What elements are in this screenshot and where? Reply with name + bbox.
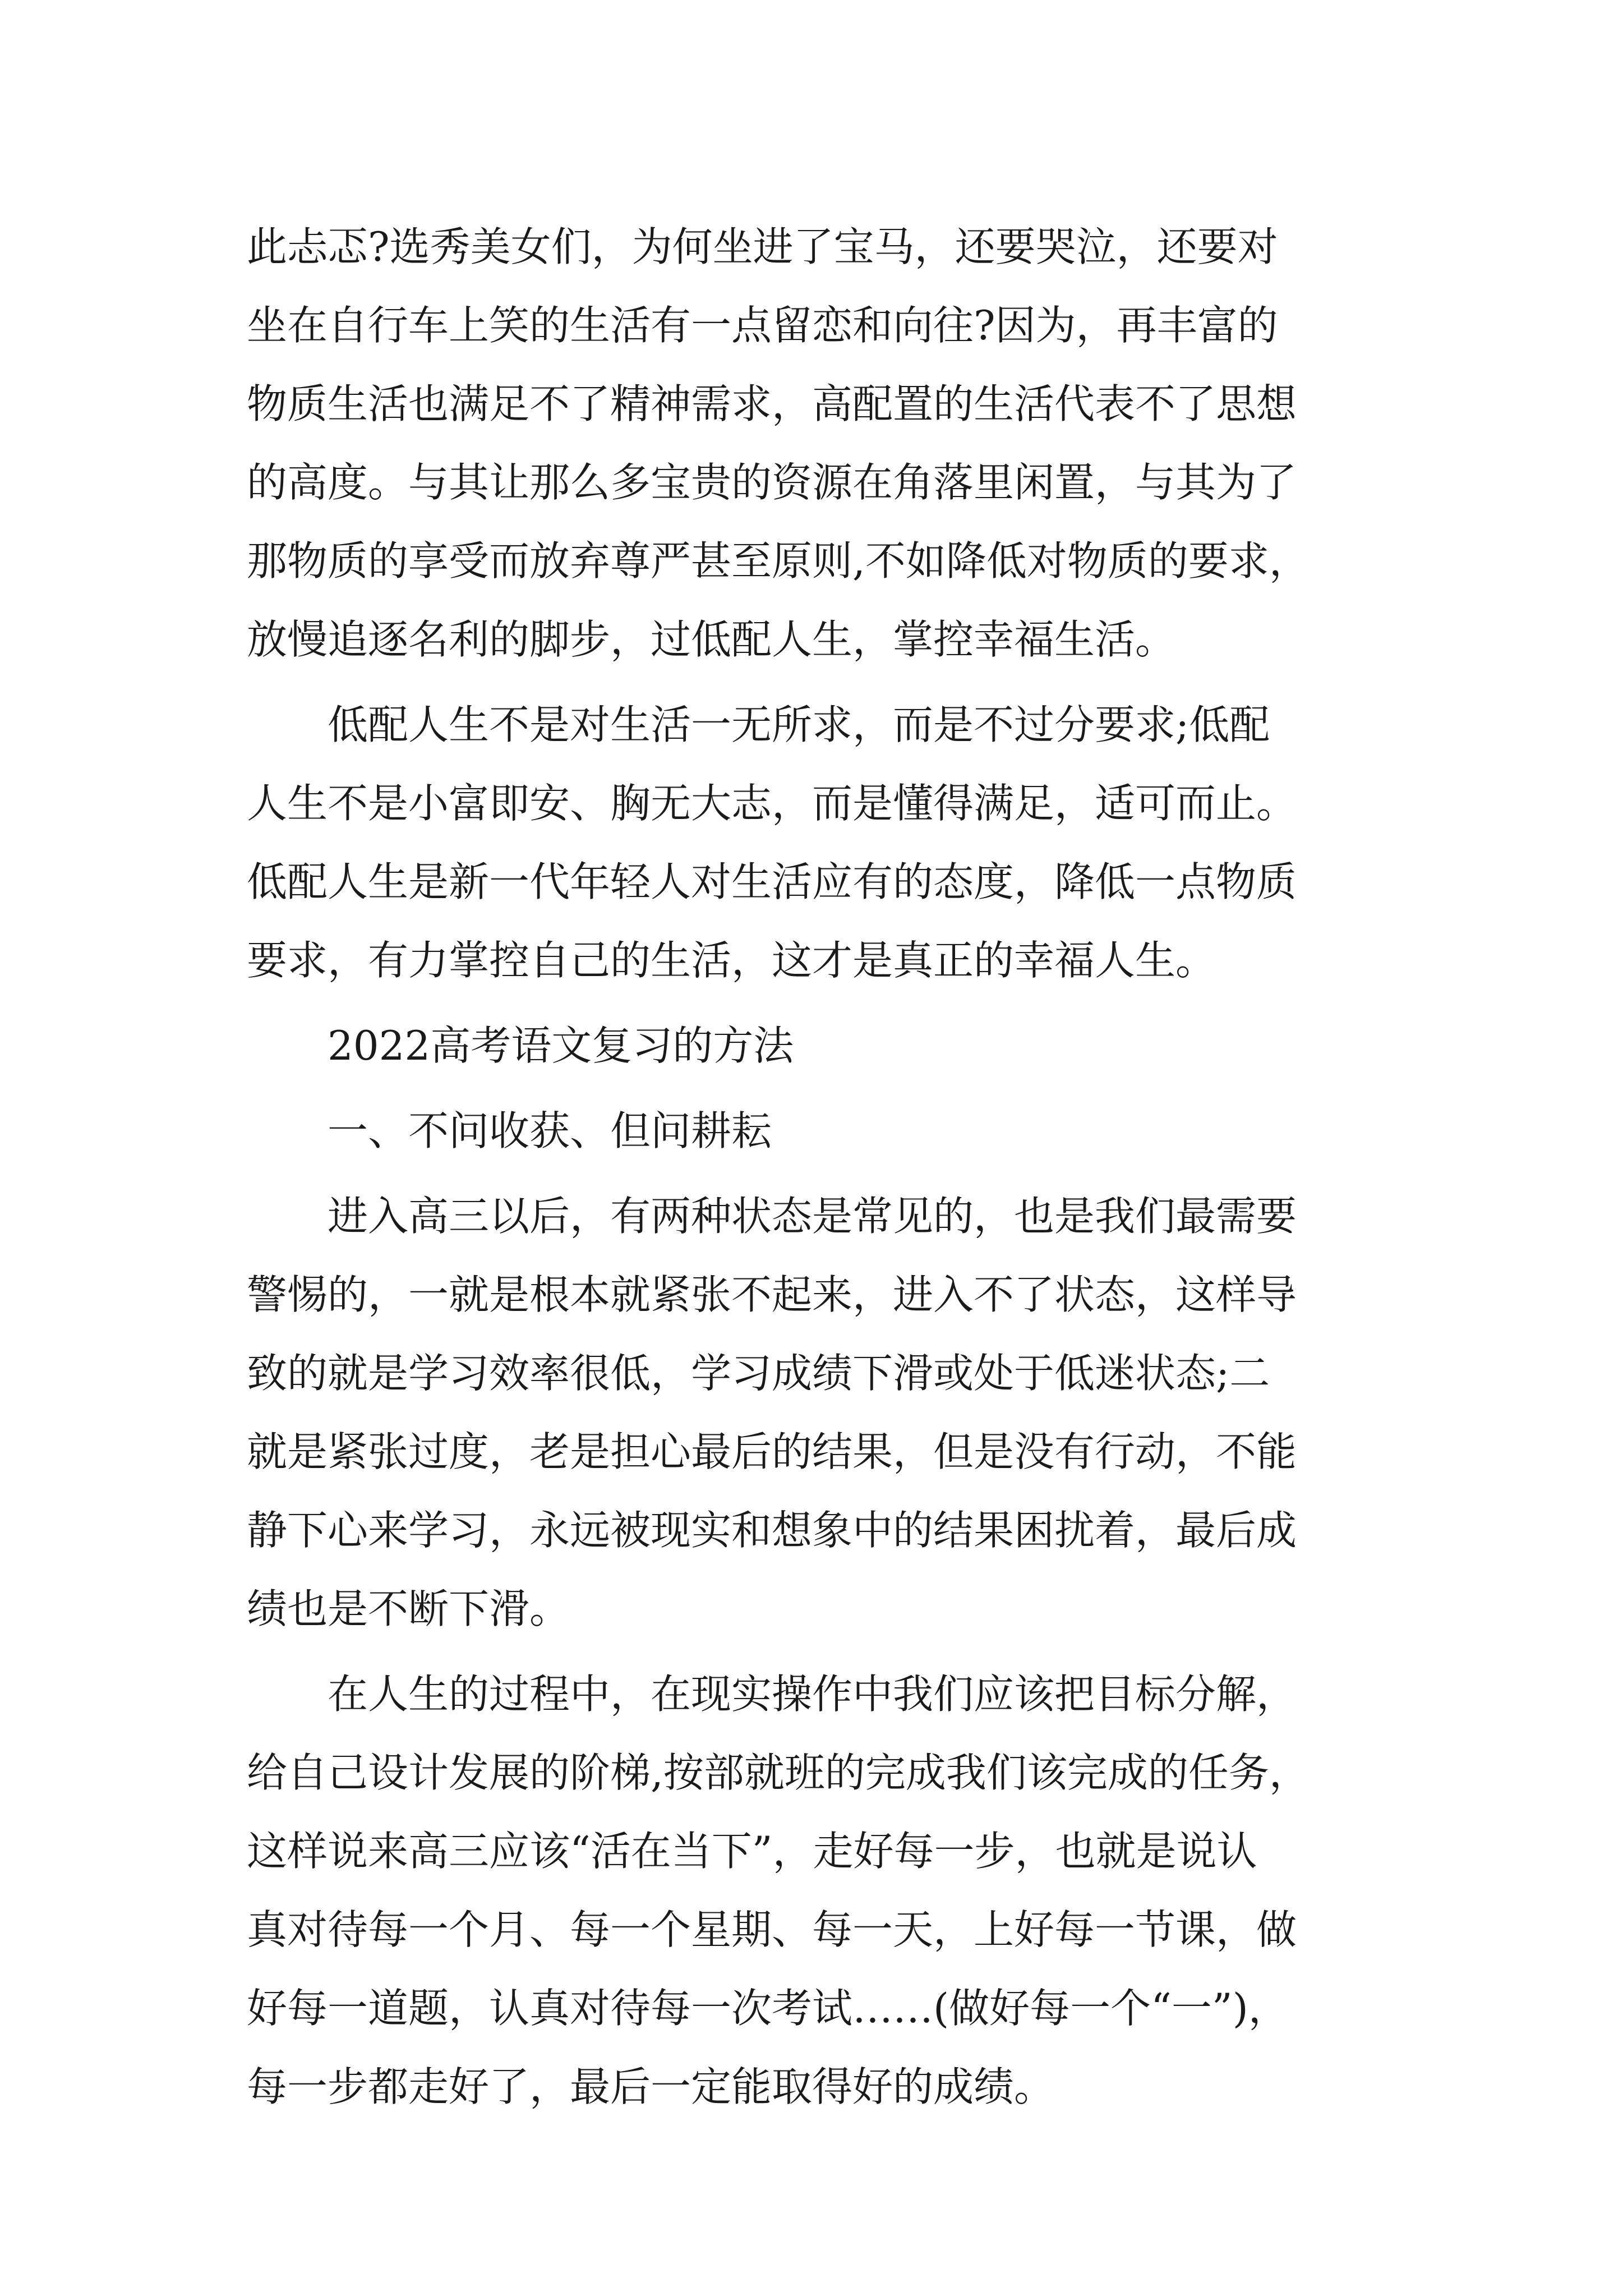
text-line: 的高度。与其让那么多宝贵的资源在角落里闲置，与其为了 [247,459,1297,506]
section-heading-text: 一、不问收获、但问耕耘 [328,1107,772,1154]
text-line: 致的就是学习效率很低，学习成绩下滑或处于低迷状态;二 [247,1350,1270,1397]
text-line: 静下心来学习，永远被现实和想象中的结果困扰着，最后成 [247,1507,1297,1554]
text-line: 低配人生不是对生活一无所求，而是不过分要求;低配 [328,701,1270,748]
paragraph [247,208,1447,679]
text-line: 物质生活也满足不了精神需求，高配置的生活代表不了思想 [247,380,1297,427]
text-line: 绩也是不断下滑。 [247,1585,570,1632]
text-line: 真对待每一个月、每一个星期、每一天，上好每一节课，做 [247,1906,1297,1953]
title-text: 2022高考语文复习的方法 [328,1022,794,1069]
text-line: 坐在自行车上笑的生活有一点留恋和向往?因为，再丰富的 [247,302,1278,349]
text-line: 人生不是小富即安、胸无大志，而是懂得满足，适可而止。 [247,780,1297,827]
text-line: 那物质的享受而放弃尊严甚至原则,不如降低对物质的要求， [247,537,1310,585]
paragraph [247,1655,1447,2126]
section-heading [247,1092,1447,1170]
text-line: 要求，有力掌控自己的生活，这才是真正的幸福人生。 [247,937,1216,984]
text-line: 好每一道题，认真对待每一次考试……(做好每一个“一”)， [247,1985,1289,2032]
text-line: 给自己设计发展的阶梯,按部就班的完成我们该完成的任务， [247,1749,1310,1796]
text-line: 进入高三以后，有两种状态是常见的，也是我们最需要 [328,1193,1297,1240]
text-line: 放慢追逐名利的脚步，过低配人生，掌控幸福生活。 [247,616,1176,663]
text-line: 在人生的过程中，在现实操作中我们应该把目标分解， [328,1671,1297,1718]
document-title [247,1006,1447,1085]
paragraph [247,685,1447,1000]
text-line: 低配人生是新一代年轻人对生活应有的态度，降低一点物质 [247,858,1297,905]
document-body [247,208,1447,2126]
text-line: 就是紧张过度，老是担心最后的结果，但是没有行动，不能 [247,1428,1297,1475]
text-line: 警惕的，一就是根本就紧张不起来，进入不了状态，这样导 [247,1271,1297,1318]
text-line: 每一步都走好了，最后一定能取得好的成绩。 [247,2063,1055,2110]
text-line: 这样说来高三应该“活在当下”，走好每一步，也就是说认 [247,1828,1257,1875]
text-line: 此忐忑?选秀美女们，为何坐进了宝马，还要哭泣，还要对 [247,223,1278,270]
paragraph [247,1177,1447,1648]
